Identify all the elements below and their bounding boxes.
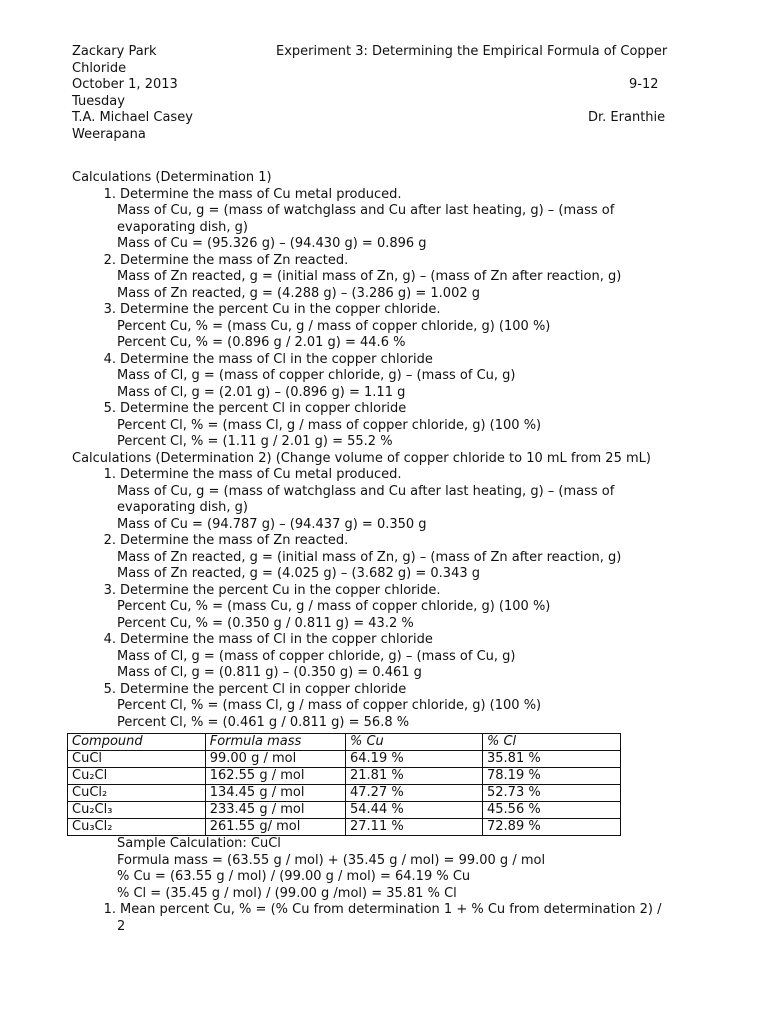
table-cell: 72.89 % (483, 819, 621, 836)
table-header-row (68, 734, 621, 751)
sample-heading: Sample Calculation: CuCl (117, 836, 281, 851)
det1-step-4-formula: Mass of Cl, g = (mass of copper chloride, g) – (mass of Cu, g) (117, 368, 516, 383)
author-name: Zackary Park (72, 44, 157, 59)
det2-step-5-formula: Percent Cl, % = (mass Cl, g / mass of copper chloride, g) (100 %) (117, 698, 542, 713)
det2-step-4-formula: Mass of Cl, g = (mass of copper chloride, g) – (mass of Cu, g) (117, 648, 516, 664)
professor-name-continued: Weerapana (72, 126, 146, 142)
det1-step-4: 4. Determine the mass of Cl in the copper chloride (103, 351, 433, 367)
column-header: Compound (68, 734, 206, 751)
table-row (68, 751, 621, 768)
column-header: Formula mass (205, 734, 345, 751)
table-cell: 64.19 % (346, 751, 483, 768)
det2-step-2: 2. Determine the mass of Zn reacted. (103, 533, 349, 548)
det1-step-2-formula: Mass of Zn reacted, g = (initial mass of Zn, g) – (mass of Zn after reaction, g) (117, 269, 622, 284)
table-row (68, 768, 621, 785)
det2-step-4: 4. Determine the mass of Cl in the copper chloride (103, 632, 433, 647)
det1-step-3: 3. Determine the percent Cu in the copper chloride. (103, 302, 441, 317)
mean-percent-step-cont: 2 (117, 918, 126, 934)
det1-step-1: 1. Determine the mass of Cu metal produced. (103, 186, 402, 202)
experiment-title: Experiment 3: Determining the Empirical Formula of Copper (276, 44, 668, 59)
det2-step-1-result: Mass of Cu = (94.787 g) – (94.437 g) = 0.350 g (117, 516, 427, 532)
det2-step-3: 3. Determine the percent Cu in the copper chloride. (103, 582, 441, 598)
experiment-title-continued: Chloride (72, 60, 127, 76)
det1-step-4-result: Mass of Cl, g = (2.01 g) – (0.896 g) = 1.11 g (117, 384, 406, 400)
determination-1-heading: Calculations (Determination 1) (72, 170, 272, 185)
table-cell: CuCl (68, 751, 206, 768)
det2-step-3-result: Percent Cu, % = (0.350 g / 0.811 g) = 43.2 % (117, 615, 414, 631)
table-cell: 261.55 g/ mol (205, 819, 345, 836)
table-row (68, 819, 621, 836)
det2-step-4-result: Mass of Cl, g = (0.811 g) – (0.350 g) = 0.461 g (117, 665, 422, 680)
table-cell: Cu₂Cl (68, 768, 206, 785)
professor-name: Dr. Eranthie (588, 110, 666, 125)
mean-percent-step: 1. Mean percent Cu, % = (% Cu from determination 1 + % Cu from determination 2) / (103, 902, 662, 917)
table-cell: 52.73 % (483, 785, 621, 802)
det1-step-2-result: Mass of Zn reacted, g = (4.288 g) – (3.286 g) = 1.002 g (117, 285, 481, 301)
table-cell: 78.19 % (483, 768, 621, 785)
sample-percent-cu: % Cu = (63.55 g / mol) / (99.00 g / mol) = 64.19 % Cu (117, 869, 471, 884)
sample-formula-mass: Formula mass = (63.55 g / mol) + (35.45 g / mol) = 99.00 g / mol (117, 852, 546, 868)
calculations-section (72, 170, 692, 731)
det1-step-5: 5. Determine the percent Cl in copper chloride (103, 401, 407, 416)
det2-step-1-formula-cont: evaporating dish, g) (117, 500, 248, 515)
report-day: Tuesday (72, 93, 125, 109)
table-cell: 27.11 % (346, 819, 483, 836)
table-row (68, 802, 621, 819)
det2-step-5: 5. Determine the percent Cl in copper chloride (103, 681, 407, 697)
determination-2-heading: Calculations (Determination 2) (Change volume of copper chloride to 10 mL from 25 mL) (72, 450, 651, 466)
table-cell: Cu₃Cl₂ (68, 819, 206, 836)
det1-step-5-formula: Percent Cl, % = (mass Cl, g / mass of copper chloride, g) (100 %) (117, 417, 542, 433)
det2-step-3-formula: Percent Cu, % = (mass Cu, g / mass of copper chloride, g) (100 %) (117, 599, 551, 614)
det1-step-1-formula: Mass of Cu, g = (mass of watchglass and Cu after last heating, g) – (mass of (117, 203, 615, 218)
table-cell: 47.27 % (346, 785, 483, 802)
sample-percent-cl: % Cl = (35.45 g / mol) / (99.00 g /mol) = 35.81 % Cl (117, 885, 457, 901)
det2-step-1: 1. Determine the mass of Cu metal produced. (103, 467, 402, 482)
det1-step-2: 2. Determine the mass of Zn reacted. (103, 252, 349, 268)
table-cell: 35.81 % (483, 751, 621, 768)
table-cell: 21.81 % (346, 768, 483, 785)
det2-step-2-formula: Mass of Zn reacted, g = (initial mass of Zn, g) – (mass of Zn after reaction, g) (117, 549, 622, 565)
det2-step-1-formula: Mass of Cu, g = (mass of watchglass and Cu after last heating, g) – (mass of (117, 483, 615, 499)
report-date: October 1, 2013 (72, 77, 178, 92)
lab-section: 9-12 (629, 77, 659, 92)
det2-step-2-result: Mass of Zn reacted, g = (4.025 g) – (3.682 g) = 0.343 g (117, 566, 481, 581)
table-cell: Cu₂Cl₃ (68, 802, 206, 819)
table-cell: 134.45 g / mol (205, 785, 345, 802)
det1-step-3-result: Percent Cu, % = (0.896 g / 2.01 g) = 44.6 % (117, 335, 406, 350)
det1-step-5-result: Percent Cl, % = (1.11 g / 2.01 g) = 55.2 % (117, 434, 393, 449)
det1-step-3-formula: Percent Cu, % = (mass Cu, g / mass of copper chloride, g) (100 %) (117, 318, 551, 334)
column-header: % Cl (483, 734, 621, 751)
table-cell: 162.55 g / mol (205, 768, 345, 785)
table-cell: CuCl₂ (68, 785, 206, 802)
det1-step-1-result: Mass of Cu = (95.326 g) – (94.430 g) = 0.896 g (117, 236, 427, 251)
det1-step-1-formula-cont: evaporating dish, g) (117, 219, 248, 235)
teaching-assistant: T.A. Michael Casey (72, 110, 193, 125)
compound-table (67, 733, 621, 836)
column-header: % Cu (346, 734, 483, 751)
sample-calculation (72, 836, 692, 935)
table-cell: 99.00 g / mol (205, 751, 345, 768)
table-cell: 54.44 % (346, 802, 483, 819)
det2-step-5-result: Percent Cl, % = (0.461 g / 0.811 g) = 56.8 % (117, 714, 410, 730)
table-cell: 45.56 % (483, 802, 621, 819)
table-cell: 233.45 g / mol (205, 802, 345, 819)
table-row (68, 785, 621, 802)
